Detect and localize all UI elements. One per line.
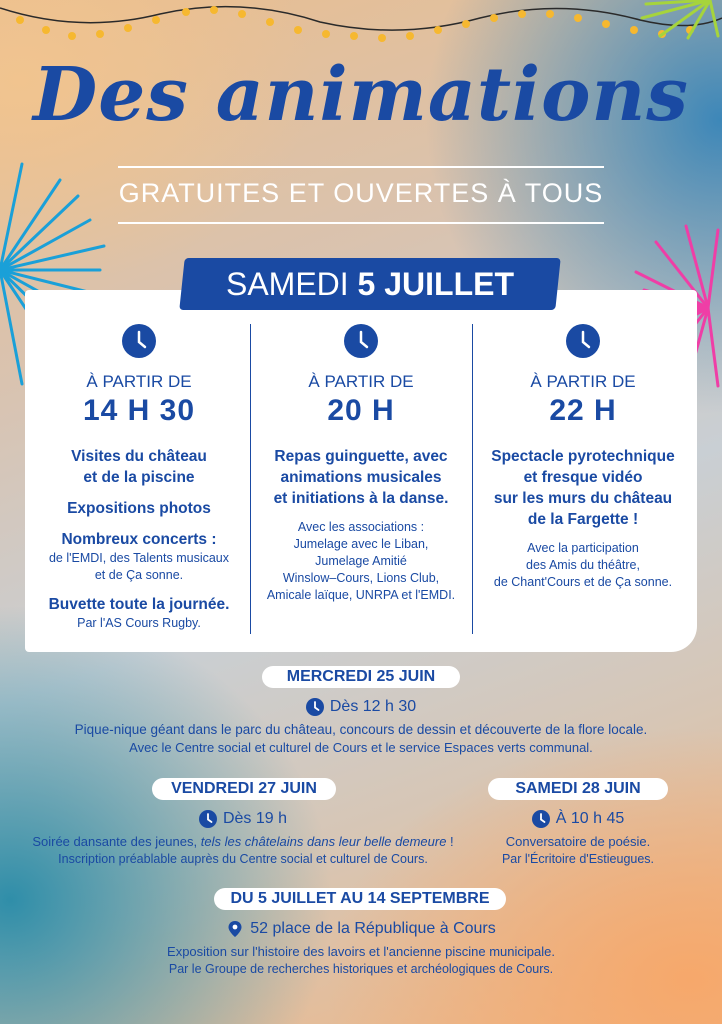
activity-note: Winslow–Cours, Lions Club,	[282, 571, 440, 585]
vendredi-date-label: VENDREDI 27 JUIN	[152, 778, 336, 800]
vendredi-desc-end: !	[446, 834, 454, 849]
expo-place	[0, 920, 722, 943]
activity-text: Spectacle pyrotechnique	[491, 448, 675, 465]
samedi28-time-text: À 10 h 45	[555, 810, 625, 827]
start-label: À PARTIR DE	[530, 372, 636, 391]
activity-note: des Amis du théâtre,	[526, 558, 640, 572]
main-day-label: SAMEDI	[225, 266, 349, 302]
activity-note: de l'EMDI, des Talents musicaux	[48, 551, 229, 565]
schedule-column-1	[27, 324, 251, 632]
activity-note: de Chant'Cours et de Ça sonne.	[493, 575, 673, 589]
start-label: À PARTIR DE	[86, 372, 192, 391]
mercredi-time	[0, 698, 722, 721]
samedi28-time	[478, 810, 678, 833]
samedi28-note: Par l'Écritoire d'Estieugues.	[501, 852, 655, 866]
mercredi-description: Pique-nique géant dans le parc du château, concours de dessin et découverte de la flore locale.	[74, 722, 648, 737]
schedule-column-2	[249, 324, 473, 604]
vendredi-time	[0, 810, 486, 833]
activity-note: Jumelage avec le Liban,	[293, 537, 429, 551]
vendredi-time-text: Dès 19 h	[222, 810, 288, 827]
activity-note: Jumelage Amitié	[315, 554, 407, 568]
activity-text: et fresque vidéo	[523, 469, 643, 486]
activity-note: Amicale laïque, UNRPA et l'EMDI.	[266, 588, 456, 602]
activity-text: Buvette toute la journée.	[48, 596, 230, 613]
mercredi-time-text: Dès 12 h 30	[329, 698, 417, 715]
activity-note: et de Ça sonne.	[94, 568, 184, 582]
page-subtitle: GRATUITES ET OUVERTES À TOUS	[118, 178, 604, 208]
activity-note: Avec la participation	[527, 541, 639, 555]
string-lights-decoration	[0, 0, 722, 60]
expo-note: Par le Groupe de recherches historiques et archéologiques de Cours.	[168, 962, 554, 976]
activity-text: et de la piscine	[83, 469, 195, 486]
vendredi-desc-start: Soirée dansante des jeunes,	[32, 834, 201, 849]
clock-icon	[306, 698, 324, 716]
clock-icon	[344, 324, 378, 358]
activity-text: Expositions photos	[67, 500, 211, 517]
clock-icon	[199, 810, 217, 828]
activity-text: sur les murs du château	[493, 490, 673, 507]
samedi28-description: Conversatoire de poésie.	[505, 834, 651, 849]
activity-note: Par l'AS Cours Rugby.	[77, 616, 201, 630]
start-label: À PARTIR DE	[308, 372, 414, 391]
main-day-card	[25, 290, 697, 652]
clock-icon	[566, 324, 600, 358]
title-divider-bottom	[118, 222, 604, 224]
activity-text: de la Fargette !	[527, 511, 639, 528]
mercredi-note: Avec le Centre social et culturel de Cours et le service Espaces verts communal.	[129, 740, 593, 755]
start-time: 22 H	[549, 394, 617, 427]
schedule-column-3	[471, 324, 695, 591]
activity-note: Avec les associations :	[297, 520, 425, 534]
activity-text: Nombreux concerts :	[61, 531, 217, 548]
map-pin-icon	[226, 920, 244, 938]
clock-icon	[122, 324, 156, 358]
activity-text: et initiations à la danse.	[273, 490, 449, 507]
title-divider-top	[118, 166, 604, 168]
expo-description: Exposition sur l'histoire des lavoirs et l'ancienne piscine municipale.	[167, 944, 555, 959]
activity-text: animations musicales	[280, 469, 442, 486]
expo-date-label: DU 5 JUILLET AU 14 SEPTEMBRE	[214, 888, 506, 910]
page-title: Des animations	[33, 52, 689, 138]
activity-text: Repas guinguette, avec	[274, 448, 448, 465]
vendredi-description	[0, 834, 486, 849]
vendredi-desc-italic: tels les châtelains dans leur belle demeure	[200, 834, 447, 849]
main-day-date: 5 JUILLET	[357, 266, 515, 302]
vendredi-note: Inscription préablable auprès du Centre social et culturel de Cours.	[58, 852, 428, 866]
clock-icon	[532, 810, 550, 828]
samedi28-date-label: SAMEDI 28 JUIN	[488, 778, 668, 800]
activity-text: Visites du château	[71, 448, 207, 465]
green-firework-decoration	[640, 0, 722, 40]
start-time: 20 H	[327, 394, 395, 427]
mercredi-date-label: MERCREDI 25 JUIN	[262, 666, 460, 688]
main-day-banner	[182, 262, 558, 306]
start-time: 14 H 30	[82, 394, 196, 427]
expo-place-text: 52 place de la République à Cours	[250, 920, 496, 937]
